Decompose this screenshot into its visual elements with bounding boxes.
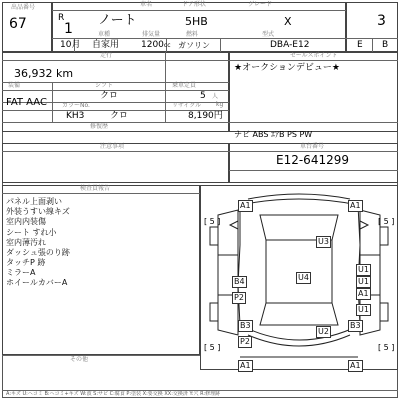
fuel-value: ガソリン	[178, 41, 210, 50]
door-label: ドア形状	[182, 1, 206, 8]
vehicle-name: ノート	[98, 13, 137, 28]
model-label: 型式	[262, 31, 275, 38]
mark-u2: U2	[318, 327, 329, 336]
mileage-label: 走行	[100, 52, 113, 59]
mark-a1-mid-right: A1	[358, 289, 369, 298]
mark-a1-top-left: A1	[240, 201, 251, 210]
exterior-grade: B	[382, 40, 389, 50]
inspection-note: 室内薄汚れ	[6, 238, 46, 247]
mileage-value: 36,932 km	[14, 67, 74, 80]
inspection-label: 検査員報告	[80, 185, 111, 192]
footer-legend: A:キズ U:ヘコミ B:ヘコミ+キズ W:波 S:サビ C:腐食 P:塗装 X:要交換 XX:交換済 Y:穴 R:修理跡	[6, 391, 221, 397]
year-value: 1	[64, 21, 73, 37]
lot-number-label: 出品番号	[11, 4, 36, 11]
disp-label: 排気量	[142, 31, 161, 38]
model-value: DBA-E12	[270, 40, 310, 50]
fuel-label: 燃料	[186, 31, 199, 38]
mark-u1-b: U1	[358, 277, 369, 286]
recycle-label: リサイクル	[172, 102, 202, 109]
mark-u3: U3	[318, 237, 329, 246]
mark-b4: B4	[234, 277, 245, 286]
mark-u1-c: U1	[358, 305, 369, 314]
mark-b3-right: B3	[350, 321, 361, 330]
grade-value: X	[284, 15, 292, 28]
capacity-value: 5	[200, 91, 206, 101]
mark-p2: P2	[234, 293, 244, 302]
chassis-label: 車台番号	[300, 143, 325, 150]
inspection-note: ホイールカバーA	[6, 278, 68, 287]
inspection-note: ミラーA	[6, 268, 36, 277]
year-mark: R	[58, 13, 65, 23]
color-code-label: カラーNo.	[62, 102, 90, 109]
tire-rear-right: [ 5 ]	[378, 343, 395, 352]
tire-front-left: [ 5 ]	[204, 217, 221, 226]
mark-u4: U4	[298, 273, 309, 282]
tire-rear-left: [ 5 ]	[204, 343, 221, 352]
displacement-value: 1200cc	[141, 40, 171, 50]
name-label: 車名	[140, 1, 153, 8]
tire-front-right: [ 5 ]	[378, 217, 395, 226]
capacity-unit: 人	[212, 93, 219, 100]
shift-label: シフト	[95, 82, 114, 89]
sales-point-text: ★オークションデビュー★	[234, 63, 340, 73]
mark-p2-bottom: P2	[240, 337, 250, 346]
month-value: 10月	[60, 40, 81, 50]
inspection-note: 室内内装傷	[6, 217, 46, 226]
score-value: 3	[377, 13, 386, 29]
lot-number: 67	[9, 16, 27, 32]
usage-value: 自家用	[92, 40, 120, 50]
inspection-note: ダッシュ張のり跡	[6, 248, 70, 257]
mark-a1-bottom-left: A1	[240, 361, 251, 370]
mark-a1-top-right: A1	[350, 201, 361, 210]
lot-number-box	[2, 2, 52, 52]
equip-label: 装備	[8, 82, 21, 89]
notes-label: 注意事項	[100, 143, 125, 150]
interior-grade: E	[357, 40, 363, 50]
mark-b3-left: B3	[240, 321, 251, 330]
options-text: ナビ ABS ｴｱB PS PW	[234, 130, 313, 139]
chassis-number: E12-641299	[276, 153, 349, 167]
inspection-note: タッチP 跡	[6, 258, 46, 267]
mark-a1-bottom-right: A1	[350, 361, 361, 370]
inspection-note: シート すれ小	[6, 228, 57, 237]
load-unit: kg	[216, 101, 224, 108]
mark-u1-a: U1	[358, 265, 369, 274]
capacity-label: 乗車定員	[172, 82, 197, 89]
other-label: その他	[70, 356, 89, 363]
history-label: 修復歴	[90, 123, 109, 130]
equip-value: FAT AAC	[6, 97, 47, 108]
grade-label: グレード	[248, 1, 273, 8]
recycle-value: 8,190円	[188, 111, 223, 121]
color-code: KH3	[66, 111, 85, 121]
usage-label: 車種	[98, 31, 111, 38]
inspection-note: 外装うすい線キズ	[6, 207, 70, 216]
interior-color: クロ	[110, 111, 129, 121]
sales-point-label: セールスポイント	[290, 52, 338, 59]
door-type: 5HB	[185, 15, 208, 28]
inspection-note: パネル上面剥い	[6, 197, 62, 206]
color-name: クロ	[100, 91, 119, 101]
